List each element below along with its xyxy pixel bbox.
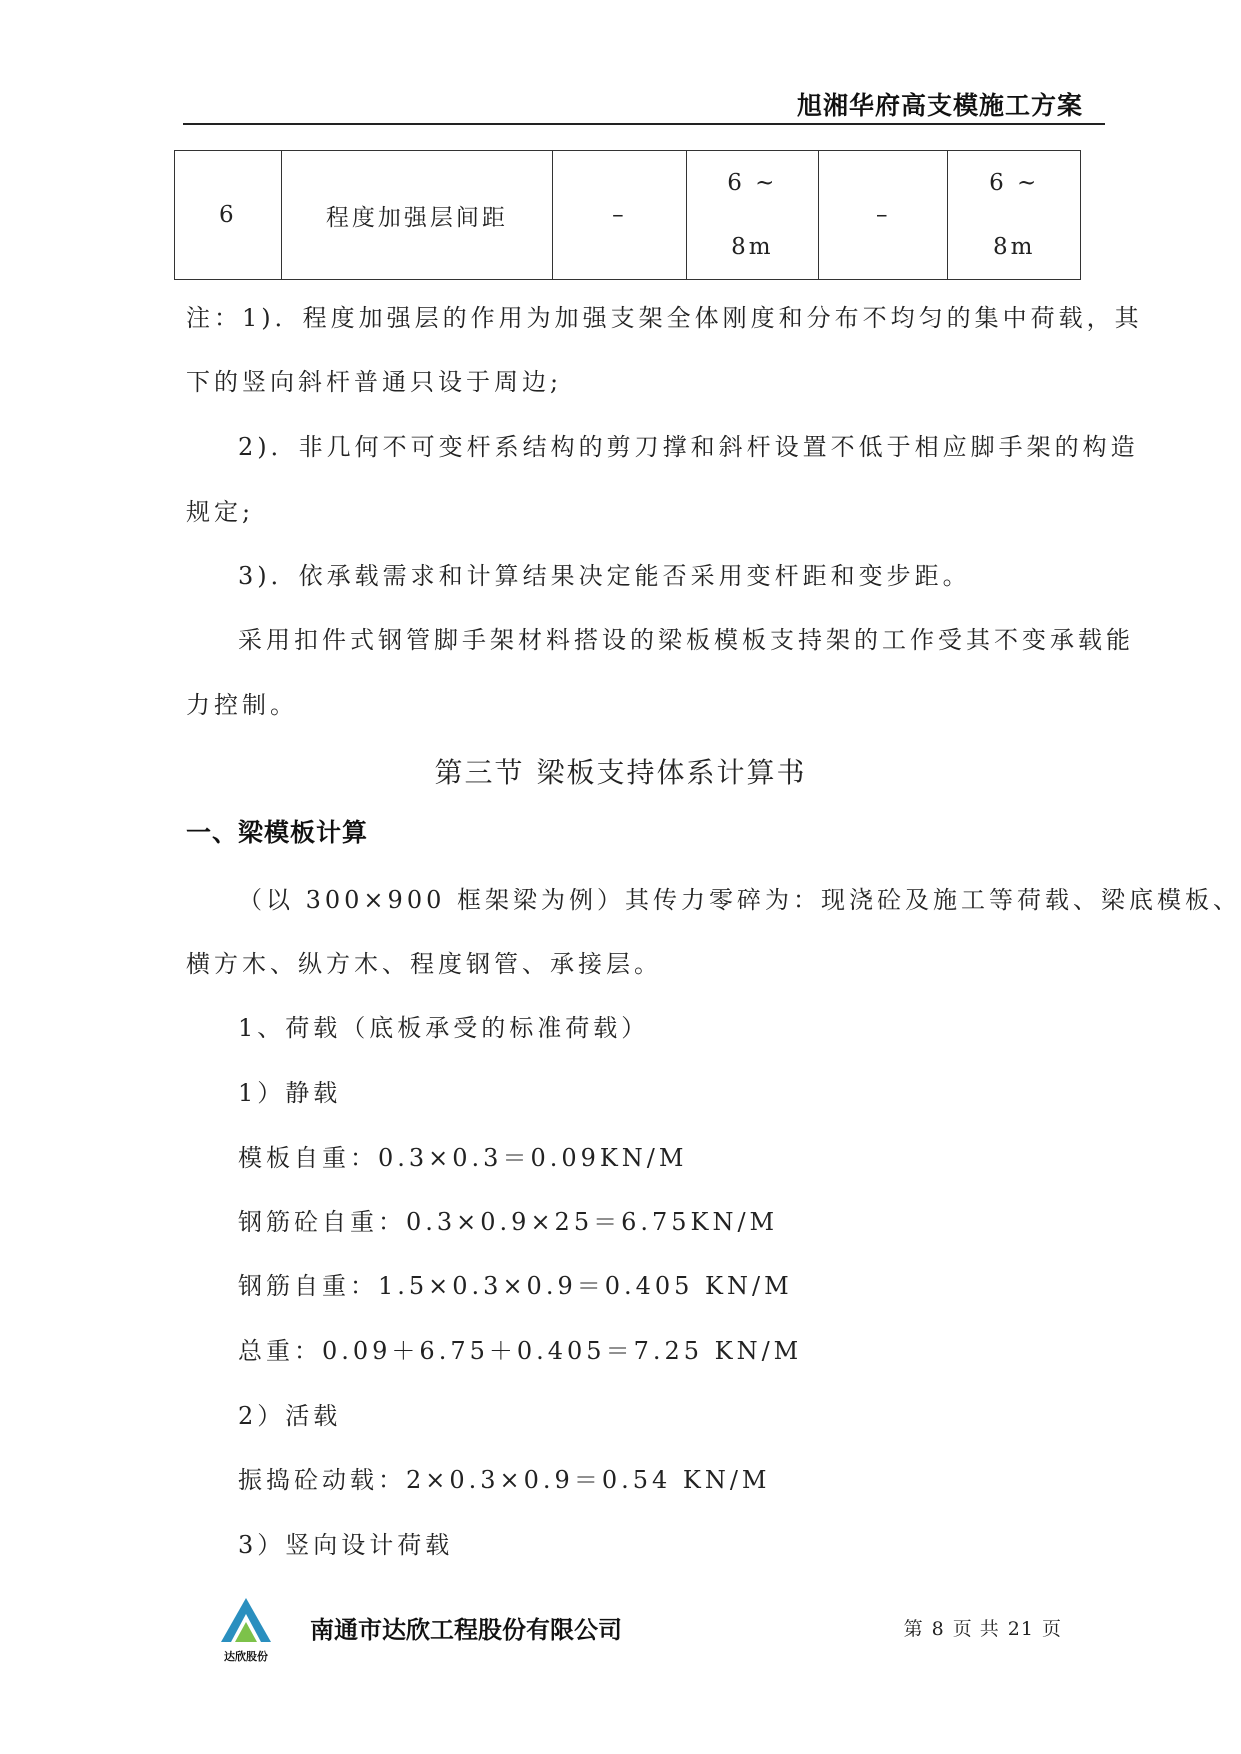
company-logo — [215, 1596, 277, 1666]
formwork-weight: 模板自重：0.3×0.3＝0.09KN/M — [238, 1144, 688, 1172]
intro-line-2: 横方木、纵方木、程度钢管、承接层。 — [186, 950, 662, 978]
paragraph-line-1: 采用扣件式钢管脚手架材料搭设的梁板模板支持架的工作受其不变承载能 — [238, 626, 1134, 654]
vibration-load: 振捣砼动载：2×0.3×0.9＝0.54 KN/M — [238, 1466, 771, 1494]
spec-table — [174, 150, 1081, 280]
total-weight: 总重：0.09＋6.75＋0.405＝7.25 KN/M — [238, 1337, 803, 1365]
rebar-weight: 钢筋自重：1.5×0.3×0.9＝0.405 KN/M — [238, 1272, 793, 1300]
section-number: 第三节 — [434, 756, 525, 789]
cell-number: 6 — [175, 151, 282, 280]
logo-text: 达欣股份 — [224, 1650, 268, 1663]
concrete-weight: 钢筋砼自重：0.3×0.9×25＝6.75KN/M — [238, 1208, 779, 1236]
paragraph-line-2: 力控制。 — [186, 691, 298, 719]
item-static-load: 1）静载 — [238, 1079, 342, 1107]
section-title — [0, 751, 1241, 791]
page-mid: 页 共 — [952, 1618, 1000, 1640]
footer-company-name: 南通市达欣工程股份有限公司 — [310, 1616, 622, 1644]
cell-value-2 — [948, 151, 1081, 280]
table-row — [175, 151, 1081, 280]
note-2-line-2: 规定; — [186, 498, 255, 526]
cell-dash-1: – — [553, 151, 686, 280]
intro-line-1: （以 300×900 框架梁为例）其传力零碎为：现浇砼及施工等荷载、梁底模板、 — [238, 886, 1241, 914]
document-header-title: 旭湘华府高支模施工方案 — [796, 91, 1083, 120]
cell-dash-2: – — [819, 151, 948, 280]
cell-name: 程度加强层间距 — [281, 151, 553, 280]
note-2-line-1: 2)．非几何不可变杆系结构的剪刀撑和斜杆设置不低于相应脚手架的构造 — [238, 433, 1139, 461]
heading-beam-formwork: 一、梁模板计算 — [186, 818, 369, 847]
note-1-line-2: 下的竖向斜杆普通只设于周边; — [186, 368, 563, 396]
cell-value-2-top: 6 ~ — [989, 170, 1040, 196]
page-suffix: 页 — [1041, 1618, 1062, 1640]
section-name: 梁板支持体系计算书 — [536, 756, 807, 789]
cell-value-1-bottom: 8m — [731, 234, 774, 260]
item-live-load: 2）活载 — [238, 1402, 342, 1430]
cell-value-2-bottom: 8m — [992, 234, 1036, 260]
page-indicator — [900, 1614, 1066, 1641]
cell-value-1 — [686, 151, 819, 280]
page-number: 8 — [931, 1618, 945, 1640]
cell-value-1-top: 6 ~ — [727, 170, 778, 196]
header-divider — [183, 123, 1105, 125]
item-vertical-design-load: 3）竖向设计荷载 — [238, 1531, 454, 1559]
item-load: 1、荷载（底板承受的标准荷载） — [238, 1014, 650, 1042]
page-prefix: 第 — [903, 1618, 924, 1640]
page-total: 21 — [1007, 1618, 1034, 1640]
note-1-line-1: 注：1)．程度加强层的作用为加强支架全体刚度和分布不均匀的集中荷载，其 — [186, 304, 1143, 332]
note-3: 3)．依承载需求和计算结果决定能否采用变杆距和变步距。 — [238, 562, 971, 590]
